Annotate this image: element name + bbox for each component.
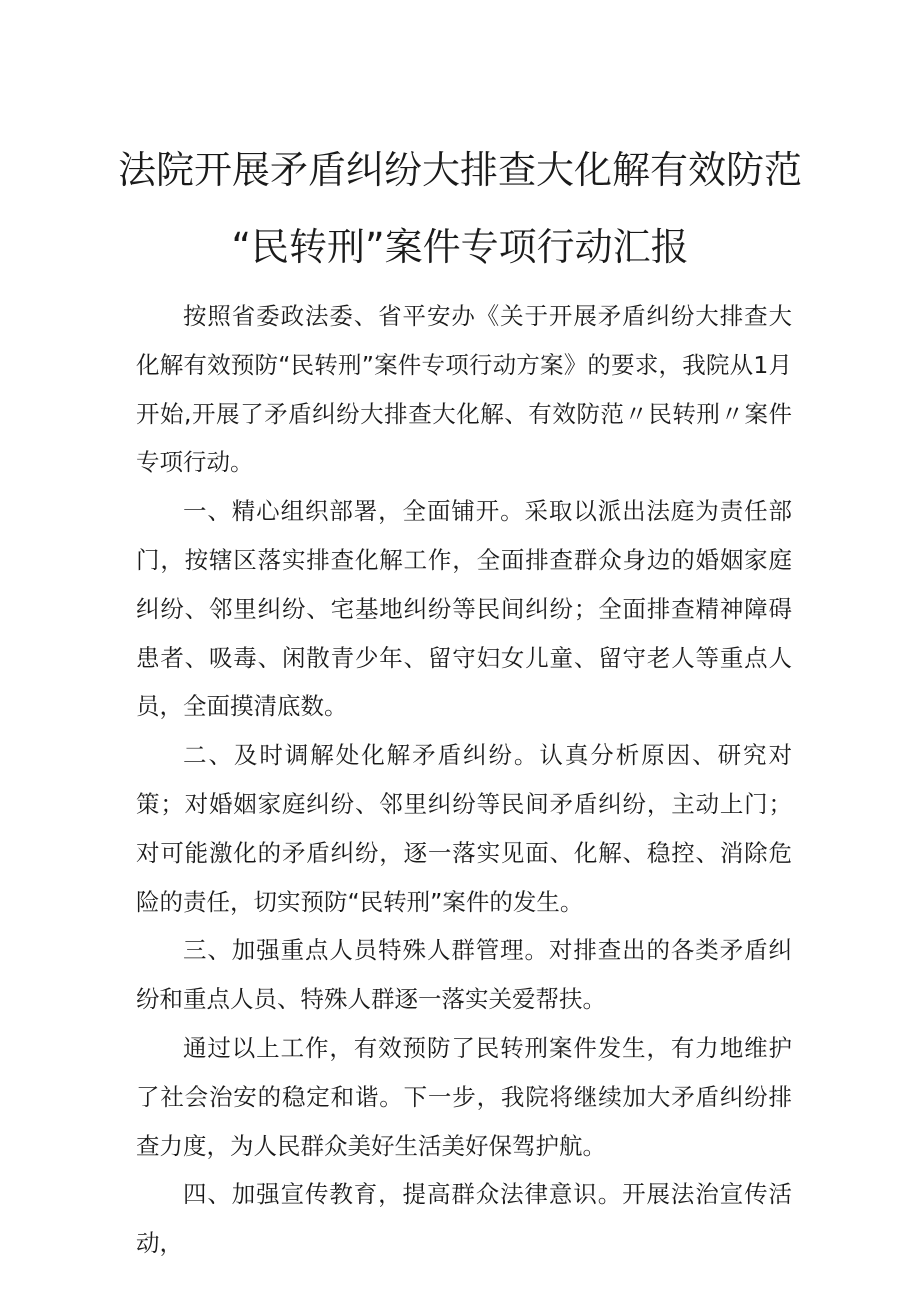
document-title-line2: “民转刑”案件专项行动汇报 [231,225,689,269]
paragraph-section-4: 四、加强宣传教育，提高群众法律意识。开展法治宣传活动， [136,1180,792,1258]
document-title-line1: 法院开展矛盾纠纷大排查大化解有效防范 [117,148,802,192]
paragraph-intro: 按照省委政法委、省平安办《关于开展矛盾纠纷大排查大化解有效预防“民转刑”案件专项行动方案》的要求，我院从1月开始,开展了矛盾纠纷大排查大化解、有效防范〃民转刑〃案件专项行动。 [136,302,792,477]
paragraph-section-3: 三、加强重点人员特殊人群管理。对排查出的各类矛盾纠纷和重点人员、特殊人群逐一落实关爱帮扶。 [136,936,792,1014]
paragraph-section-2: 二、及时调解处化解矛盾纠纷。认真分析原因、研究对策；对婚姻家庭纠纷、邻里纠纷等民间矛盾纠纷，主动上门；对可能激化的矛盾纠纷，逐一落实见面、化解、稳控、消除危险的责任，切实预防“民转刑”案件的发生。 [136,741,792,916]
paragraph-summary: 通过以上工作，有效预防了民转刑案件发生，有力地维护了社会治安的稳定和谐。下一步，我院将继续加大矛盾纠纷排查力度，为人民群众美好生活美好保驾护航。 [136,1033,792,1160]
document-body [136,292,792,1268]
paragraph-section-1: 一、精心组织部署，全面铺开。采取以派出法庭为责任部门，按辖区落实排查化解工作，全面排查群众身边的婚姻家庭纠纷、邻里纠纷、宅基地纠纷等民间纠纷；全面排查精神障碍患者、吸毒、闲散青少年、留守妇女儿童、留守老人等重点人员，全面摸清底数。 [136,497,792,721]
